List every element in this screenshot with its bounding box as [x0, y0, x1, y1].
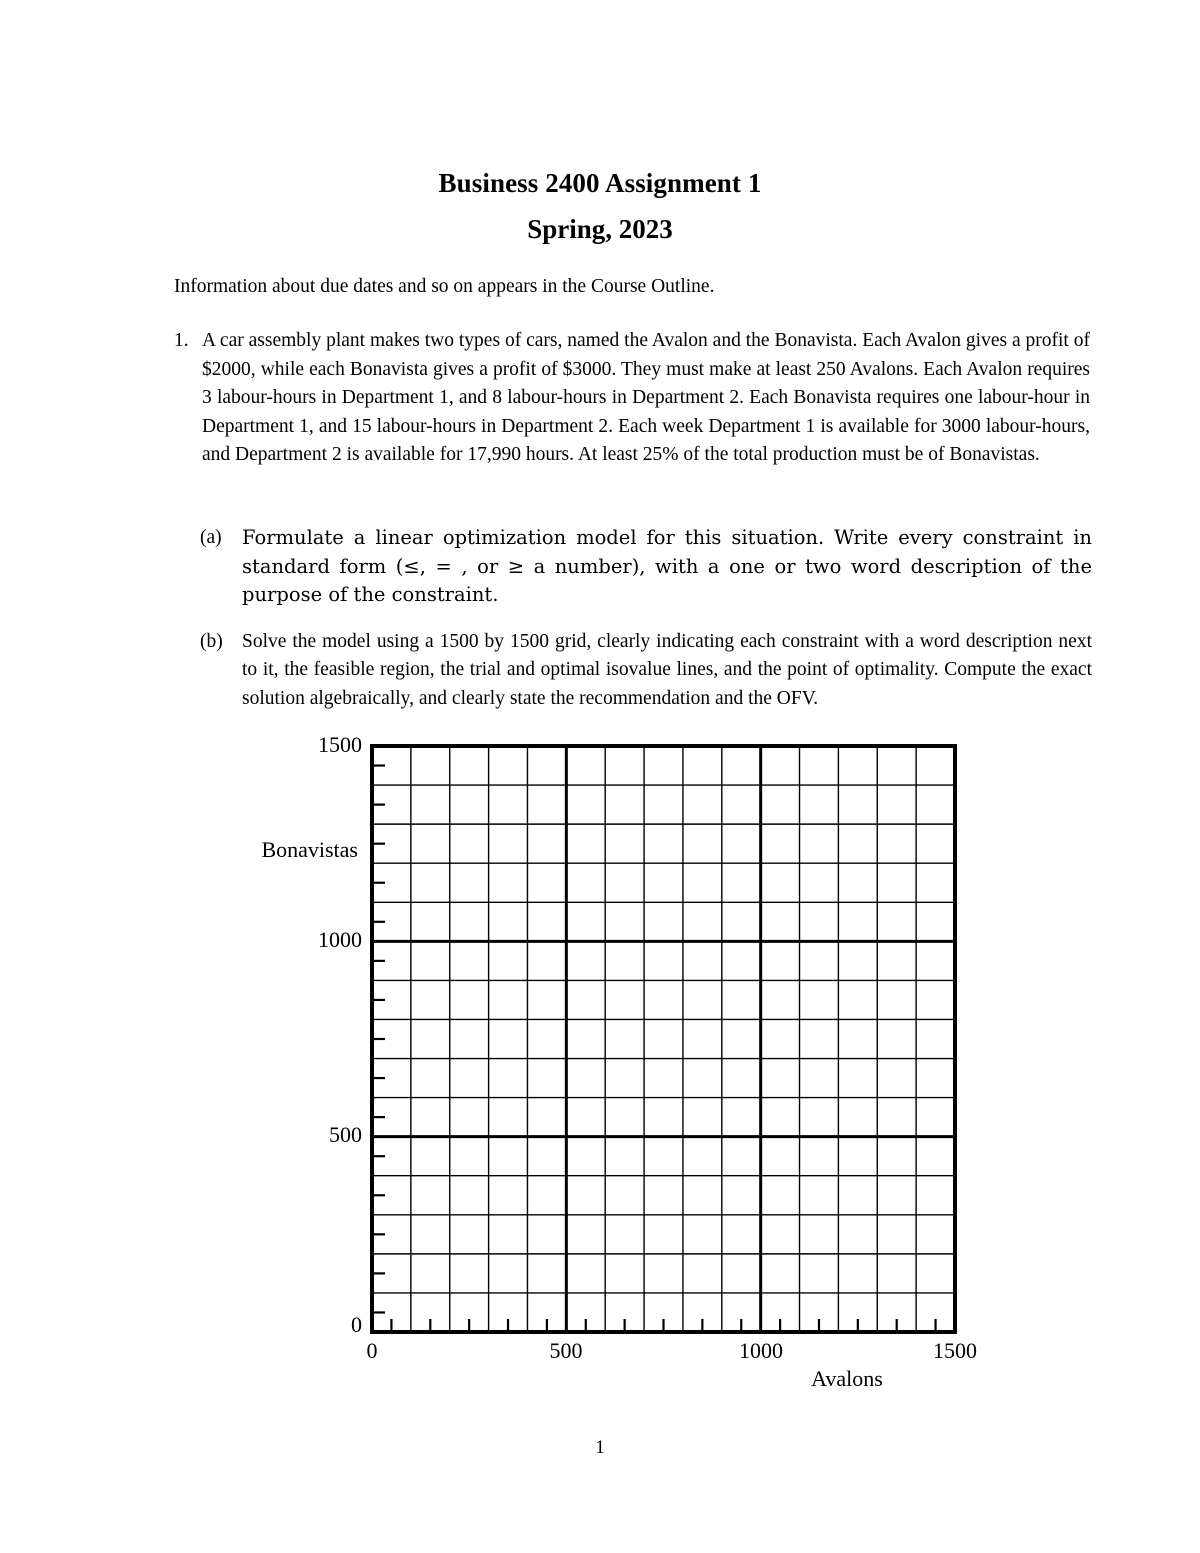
problem-1: [174, 327, 1090, 470]
problem-statement: A car assembly plant makes two types of cars, named the Avalon and the Bonavista. Each Avalon gives a profit of $2000, while each Bonavista gives a profit of $3000. They must make at least 250 Avalons. Each Avalon requires 3 labour-hours in Department 1, and 8 labour-hours in Department 2. Each Bonavista requires one labour-hour in Department 1, and 15 labour-hours in Department 2. Each week Department 1 is available for 3000 labour-hours, and Department 2 is available for 17,990 hours. At least 25% of the total production must be of Bonavistas.: [202, 330, 1090, 466]
subpart-a-text: Formulate a linear optimization model for this situation. Write every constraint in standard form (≤, = , or ≥ a number), with a one or two word description of the purpose of the constraint.: [242, 526, 1092, 607]
subpart-b: [200, 628, 1092, 714]
problem-subparts: [200, 524, 1092, 732]
graph-paper: [261, 732, 977, 1391]
x-tick-label-1000: 1000: [739, 1338, 783, 1363]
plot-background: [372, 746, 955, 1332]
subpart-b-text: Solve the model using a 1500 by 1500 grid, clearly indicating each constraint with a word description next to it, the feasible region, the trial and optimal isovalue lines, and the point of optimality. Compute the exact solution algebraically, and clearly state the recommendation and the OFV.: [242, 630, 1092, 709]
x-axis-title: Avalons: [811, 1366, 883, 1391]
subpart-b-label: (b): [200, 630, 223, 652]
y-axis-title: Bonavistas: [261, 837, 358, 862]
y-tick-label-500: 500: [329, 1122, 362, 1147]
x-tick-label-0: 0: [366, 1338, 378, 1363]
y-tick-label-1500: 1500: [318, 732, 362, 757]
intro-paragraph: Information about due dates and so on appears in the Course Outline.: [174, 276, 715, 297]
grid-plot-area: [372, 746, 955, 1332]
subpart-a-label: (a): [200, 527, 222, 548]
y-tick-label-0: 0: [351, 1312, 362, 1337]
page-title: Business 2400 Assignment 1: [438, 168, 762, 198]
x-tick-label-500: 500: [549, 1338, 583, 1363]
subpart-a: [200, 524, 1092, 610]
x-tick-label-1500: 1500: [933, 1338, 977, 1363]
page-number: 1: [595, 1437, 605, 1458]
page-subtitle: Spring, 2023: [527, 214, 673, 244]
y-tick-label-1000: 1000: [318, 927, 362, 952]
problem-number: 1.: [174, 330, 189, 351]
problem-row: [174, 327, 1090, 470]
